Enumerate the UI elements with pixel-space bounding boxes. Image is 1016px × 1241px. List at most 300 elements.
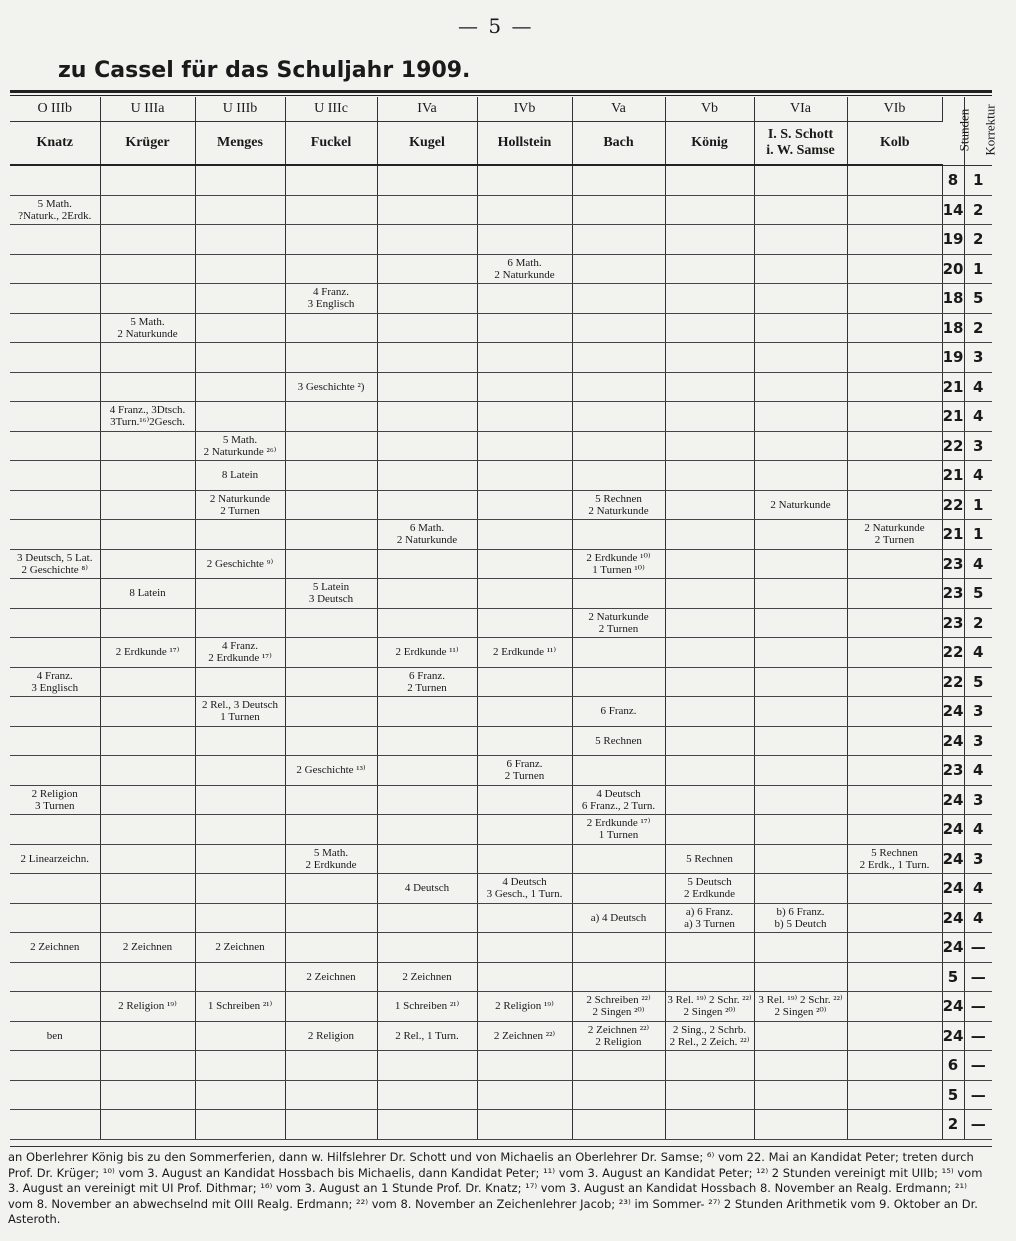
korrektur-cell: — [964, 933, 992, 963]
table-cell [10, 490, 100, 520]
class-header: IVb [477, 97, 572, 122]
table-cell [285, 313, 377, 343]
table-cell [847, 343, 942, 373]
table-cell [477, 461, 572, 491]
table-cell [754, 844, 847, 874]
table-cell [100, 195, 195, 225]
cell-text: 2 Erdk., 1 Turn. [859, 858, 930, 871]
teacher-header [665, 122, 754, 166]
table-cell [100, 490, 195, 520]
table-cell [100, 1110, 195, 1140]
table-cell [754, 165, 847, 195]
table-row [10, 903, 992, 933]
table-cell [665, 1021, 754, 1051]
table-cell [10, 520, 100, 550]
korrektur-cell: 5 [964, 667, 992, 697]
table-cell [477, 903, 572, 933]
table-cell [477, 313, 572, 343]
table-cell [377, 431, 477, 461]
table-cell [477, 608, 572, 638]
cell-text: 2 Zeichnen [215, 941, 265, 954]
table-cell [285, 608, 377, 638]
cell-text: 2 Erdkunde [683, 888, 735, 901]
table-cell [195, 343, 285, 373]
table-row [10, 1110, 992, 1140]
stunden-cell: 24 [942, 1021, 964, 1051]
table-cell [285, 431, 377, 461]
cell-text: 2 Geschichte ⁹⁾ [206, 557, 274, 570]
table-cell [285, 874, 377, 904]
table-cell [377, 254, 477, 284]
table-cell [285, 726, 377, 756]
table-cell [754, 254, 847, 284]
korrektur-cell: 4 [964, 638, 992, 668]
teacher-header [847, 122, 942, 166]
cell-text: b) 5 Deutch [774, 917, 827, 930]
teacher-header-row [10, 122, 992, 166]
teacher-name: Kugel [409, 135, 445, 150]
table-cell [754, 785, 847, 815]
stunden-column-header [942, 97, 971, 165]
cell-text: 2 Singen ²⁰⁾ [683, 1006, 736, 1019]
table-cell [377, 1021, 477, 1051]
cell-text: 6 Franz. [506, 758, 543, 771]
table-cell [665, 579, 754, 609]
table-row [10, 254, 992, 284]
table-row [10, 402, 992, 432]
table-cell [754, 402, 847, 432]
table-cell [377, 579, 477, 609]
table-cell [665, 165, 754, 195]
cell-text: 4 Franz. [221, 640, 259, 653]
table-cell [10, 844, 100, 874]
cell-text: 2 Geschichte ¹³⁾ [296, 764, 366, 777]
cell-text: 2 Erdkunde ¹⁷⁾ [115, 646, 180, 659]
table-cell [377, 490, 477, 520]
cell-text: 2 Turnen [220, 504, 260, 517]
table-cell [10, 903, 100, 933]
table-cell [847, 1080, 942, 1110]
table-cell [100, 874, 195, 904]
table-cell [754, 667, 847, 697]
footnote-rule [10, 1146, 992, 1147]
table-row [10, 844, 992, 874]
cell-text: 2 Naturkunde [588, 504, 649, 517]
table-cell [754, 520, 847, 550]
table-cell [477, 254, 572, 284]
class-header: VIb [847, 97, 942, 122]
table-row [10, 815, 992, 845]
table-cell [754, 697, 847, 727]
table-cell [477, 962, 572, 992]
table-cell [572, 844, 665, 874]
table-cell [477, 549, 572, 579]
table-cell [665, 520, 754, 550]
table-cell [10, 667, 100, 697]
table-cell [754, 225, 847, 255]
teacher-header [285, 122, 377, 166]
korrektur-cell: 4 [964, 756, 992, 786]
cell-text: 3 Geschichte ²) [297, 380, 365, 393]
table-cell [572, 225, 665, 255]
table-cell [195, 1110, 285, 1140]
table-cell [195, 402, 285, 432]
table-cell [195, 520, 285, 550]
table-cell [195, 667, 285, 697]
table-cell [100, 756, 195, 786]
table-cell [10, 874, 100, 904]
table-cell [847, 490, 942, 520]
table-cell [665, 225, 754, 255]
cell-text: 4 Deutsch [404, 882, 450, 895]
table-row [10, 756, 992, 786]
korrektur-cell: 1 [964, 520, 992, 550]
korrektur-cell: — [964, 1051, 992, 1081]
stunden-cell: 24 [942, 933, 964, 963]
table-cell [847, 1110, 942, 1140]
table-cell [285, 1080, 377, 1110]
cell-text: 2 Religion ¹⁹⁾ [118, 1000, 177, 1013]
stunden-cell: 21 [942, 402, 964, 432]
table-cell [847, 785, 942, 815]
table-cell [847, 874, 942, 904]
stunden-cell: 19 [942, 225, 964, 255]
class-header: Vb [665, 97, 754, 122]
table-row [10, 697, 992, 727]
teacher-name: Krüger [125, 135, 170, 150]
teacher-name: Bach [603, 135, 634, 150]
table-cell [477, 638, 572, 668]
table-cell [195, 1051, 285, 1081]
table-cell [572, 165, 665, 195]
korrektur-cell: 2 [964, 313, 992, 343]
table-cell [100, 933, 195, 963]
table-cell [195, 726, 285, 756]
footnotes: an Oberlehrer König bis zu den Sommerferien, dann w. Hilfslehrer Dr. Schott und von Michaelis an Oberlehrer Dr. Samse; ⁶⁾ vom 22. Mai an Kandidat Peter; treten durch Prof. Dr. Krüger; ¹⁰⁾ vom 3. August an Kandidat Hossbach bis Michaelis, dann Kandidat Peter; ¹¹⁾ vom 3. August an Kandidat Peter; ¹²⁾ 2 Stunden vereinigt mit UIIb; ¹⁵⁾ vom 3. August an vereinigt mit UI Prof. Dithmar; ¹⁶⁾ vom 3. August an 1 Stunde Prof. Dr. Knatz; ¹⁷⁾ vom 3. August an Kandidat Hossbach 8. November an Realg. Erdmann; ²¹⁾ vom 8. November an abwechselnd mit OIII Realg. Erdmann; ²²⁾ vom 8. November an Zeichenlehrer Jacob; ²³⁾ im Sommer- ²⁷⁾ 2 Stunden Arithmetik vom 9. Oktober an Dr. Asteroth. [8, 1150, 983, 1226]
cell-text: 6 Franz. [600, 705, 637, 718]
korrektur-cell: 4 [964, 903, 992, 933]
table-cell [754, 431, 847, 461]
table-row [10, 549, 992, 579]
schedule-body [10, 165, 992, 1139]
table-cell [477, 1110, 572, 1140]
cell-text: 3 Rel. ¹⁹⁾ 2 Schr. ²²⁾ [758, 994, 843, 1007]
cell-text: 5 Rechnen [871, 846, 918, 859]
table-cell [195, 756, 285, 786]
table-cell [665, 1080, 754, 1110]
cell-text: 4 Deutsch [502, 876, 547, 889]
table-cell [10, 992, 100, 1022]
table-cell [10, 195, 100, 225]
korrektur-cell: 3 [964, 844, 992, 874]
stunden-cell: 22 [942, 667, 964, 697]
table-cell [754, 1110, 847, 1140]
table-cell [285, 992, 377, 1022]
table-cell [10, 962, 100, 992]
table-cell [665, 874, 754, 904]
cell-text: 2 Naturkunde [588, 610, 649, 623]
table-cell [665, 962, 754, 992]
table-cell [10, 284, 100, 314]
cell-text: 3 Rel. ¹⁹⁾ 2 Schr. ²²⁾ [667, 994, 752, 1007]
teacher-name: Menges [217, 135, 263, 150]
table-row [10, 225, 992, 255]
table-row [10, 667, 992, 697]
table-cell [847, 461, 942, 491]
table-cell [377, 992, 477, 1022]
table-cell [477, 785, 572, 815]
table-cell [195, 579, 285, 609]
table-row [10, 638, 992, 668]
table-cell [847, 962, 942, 992]
table-cell [195, 372, 285, 402]
stunden-cell: 23 [942, 756, 964, 786]
korrektur-cell: 2 [964, 225, 992, 255]
cell-text: 2 Erdkunde ¹¹⁾ [395, 646, 459, 659]
table-cell [572, 815, 665, 845]
table-cell [572, 431, 665, 461]
table-row [10, 579, 992, 609]
table-cell [572, 195, 665, 225]
korrektur-cell: 1 [964, 490, 992, 520]
table-cell [195, 284, 285, 314]
table-cell [377, 726, 477, 756]
table-cell [100, 225, 195, 255]
table-cell [377, 372, 477, 402]
table-cell [100, 638, 195, 668]
korrektur-cell: 3 [964, 697, 992, 727]
table-cell [665, 844, 754, 874]
table-cell [665, 726, 754, 756]
table-cell [572, 461, 665, 491]
table-cell [10, 579, 100, 609]
cell-text: 2 Naturkunde ²⁶⁾ [203, 445, 277, 458]
table-cell [285, 284, 377, 314]
table-cell [572, 933, 665, 963]
teacher-header [477, 122, 572, 166]
table-cell [847, 520, 942, 550]
stunden-cell: 22 [942, 638, 964, 668]
table-cell [10, 165, 100, 195]
table-cell [377, 549, 477, 579]
table-cell [477, 195, 572, 225]
class-header-row [10, 97, 992, 122]
table-cell [477, 490, 572, 520]
table-cell [665, 638, 754, 668]
cell-text: 2 Rel., 3 Deutsch [201, 699, 279, 712]
table-cell [477, 284, 572, 314]
table-cell [754, 962, 847, 992]
table-cell [377, 697, 477, 727]
table-cell [572, 1051, 665, 1081]
teacher-header [195, 122, 285, 166]
cell-text: 3 Englisch [31, 681, 79, 694]
table-cell [100, 343, 195, 373]
table-cell [754, 992, 847, 1022]
table-cell [665, 195, 754, 225]
cell-text: 5 Rechnen [686, 852, 733, 865]
table-cell [100, 1021, 195, 1051]
table-cell [665, 402, 754, 432]
cell-text: 3 Deutsch [308, 593, 354, 606]
stunden-cell: 2 [942, 1110, 964, 1140]
class-header: U IIIc [285, 97, 377, 122]
teacher-name: Kolb [879, 135, 910, 150]
cell-text: 2 Singen ²⁰⁾ [592, 1006, 645, 1019]
table-cell [572, 608, 665, 638]
table-cell [572, 402, 665, 432]
stunden-cell: 24 [942, 697, 964, 727]
teacher-header [377, 122, 477, 166]
cell-text: 2 Singen ²⁰⁾ [774, 1006, 827, 1019]
table-cell [754, 579, 847, 609]
table-cell [665, 933, 754, 963]
page-title: zu Cassel für das Schuljahr 1909. [58, 58, 471, 83]
stunden-cell: 24 [942, 844, 964, 874]
table-row [10, 372, 992, 402]
table-cell [377, 903, 477, 933]
table-cell [100, 1051, 195, 1081]
table-cell [195, 608, 285, 638]
table-cell [377, 402, 477, 432]
table-row [10, 933, 992, 963]
table-cell [847, 608, 942, 638]
table-cell [572, 1080, 665, 1110]
korrektur-cell: — [964, 962, 992, 992]
stunden-cell: 14 [942, 195, 964, 225]
table-row [10, 962, 992, 992]
table-cell [10, 1051, 100, 1081]
table-cell [195, 254, 285, 284]
table-row [10, 1080, 992, 1110]
table-cell [754, 343, 847, 373]
stunden-cell: 21 [942, 520, 964, 550]
table-cell [477, 1080, 572, 1110]
korrektur-cell: 3 [964, 343, 992, 373]
cell-text: 3Turn.¹⁶⁾2Gesch. [110, 416, 185, 429]
table-cell [477, 815, 572, 845]
table-cell [377, 933, 477, 963]
table-cell [572, 254, 665, 284]
table-cell [847, 402, 942, 432]
table-cell [754, 1080, 847, 1110]
cell-text: 5 Rechnen [595, 734, 642, 747]
cell-text: 2 Zeichnen [402, 970, 452, 983]
korrektur-cell: 1 [964, 165, 992, 195]
table-cell [572, 1021, 665, 1051]
table-cell [10, 1021, 100, 1051]
table-cell [754, 638, 847, 668]
cell-text: 2 Zeichnen ²²⁾ [587, 1023, 650, 1036]
korrektur-cell: 2 [964, 608, 992, 638]
table-cell [754, 549, 847, 579]
table-cell [847, 1021, 942, 1051]
table-cell [572, 284, 665, 314]
table-cell [195, 1080, 285, 1110]
table-cell [572, 490, 665, 520]
table-cell [665, 461, 754, 491]
table-cell [377, 1051, 477, 1081]
stunden-cell: 24 [942, 815, 964, 845]
korrektur-cell: 4 [964, 549, 992, 579]
table-cell [665, 1110, 754, 1140]
table-cell [665, 756, 754, 786]
table-cell [10, 1110, 100, 1140]
stunden-cell: 5 [942, 962, 964, 992]
table-cell [285, 903, 377, 933]
class-header: U IIIb [195, 97, 285, 122]
class-header: Va [572, 97, 665, 122]
stunden-cell: 21 [942, 461, 964, 491]
cell-text: 8 Latein [221, 469, 259, 482]
table-cell [100, 992, 195, 1022]
table-row [10, 785, 992, 815]
table-cell [847, 933, 942, 963]
teacher-name: König [691, 135, 728, 150]
table-cell [754, 313, 847, 343]
table-cell [377, 225, 477, 255]
class-header: VIa [754, 97, 847, 122]
table-cell [10, 313, 100, 343]
table-cell [285, 579, 377, 609]
table-cell [195, 1021, 285, 1051]
cell-text: 2 Sing., 2 Schrb. [672, 1023, 747, 1036]
table-cell [10, 638, 100, 668]
table-cell [377, 785, 477, 815]
table-cell [847, 903, 942, 933]
table-cell [195, 874, 285, 904]
cell-text: a) 3 Turnen [684, 917, 735, 930]
table-cell [285, 225, 377, 255]
table-row [10, 1051, 992, 1081]
table-cell [572, 992, 665, 1022]
table-cell [377, 844, 477, 874]
table-cell [477, 520, 572, 550]
teacher-header [10, 122, 100, 166]
table-cell [377, 313, 477, 343]
table-cell [477, 343, 572, 373]
korrektur-cell: 3 [964, 726, 992, 756]
cell-text: 2 Religion [595, 1035, 642, 1048]
table-row [10, 431, 992, 461]
table-cell [847, 313, 942, 343]
table-cell [665, 903, 754, 933]
korrektur-cell: 4 [964, 402, 992, 432]
table-cell [754, 815, 847, 845]
table-cell [195, 225, 285, 255]
table-cell [285, 372, 377, 402]
korrektur-cell: 4 [964, 372, 992, 402]
class-header: O IIIb [10, 97, 100, 122]
table-cell [195, 815, 285, 845]
teacher-header [100, 122, 195, 166]
table-cell [10, 372, 100, 402]
table-cell [285, 254, 377, 284]
table-cell [665, 431, 754, 461]
table-row [10, 726, 992, 756]
table-cell [572, 756, 665, 786]
table-cell [377, 461, 477, 491]
table-cell [100, 608, 195, 638]
stunden-cell: 24 [942, 903, 964, 933]
korrektur-cell: 2 [964, 195, 992, 225]
table-cell [572, 726, 665, 756]
table-row [10, 874, 992, 904]
cell-text: 2 Erdkunde ¹⁷⁾ [586, 817, 651, 830]
table-cell [100, 697, 195, 727]
table-cell [100, 962, 195, 992]
cell-text: 5 Math. [313, 846, 349, 859]
